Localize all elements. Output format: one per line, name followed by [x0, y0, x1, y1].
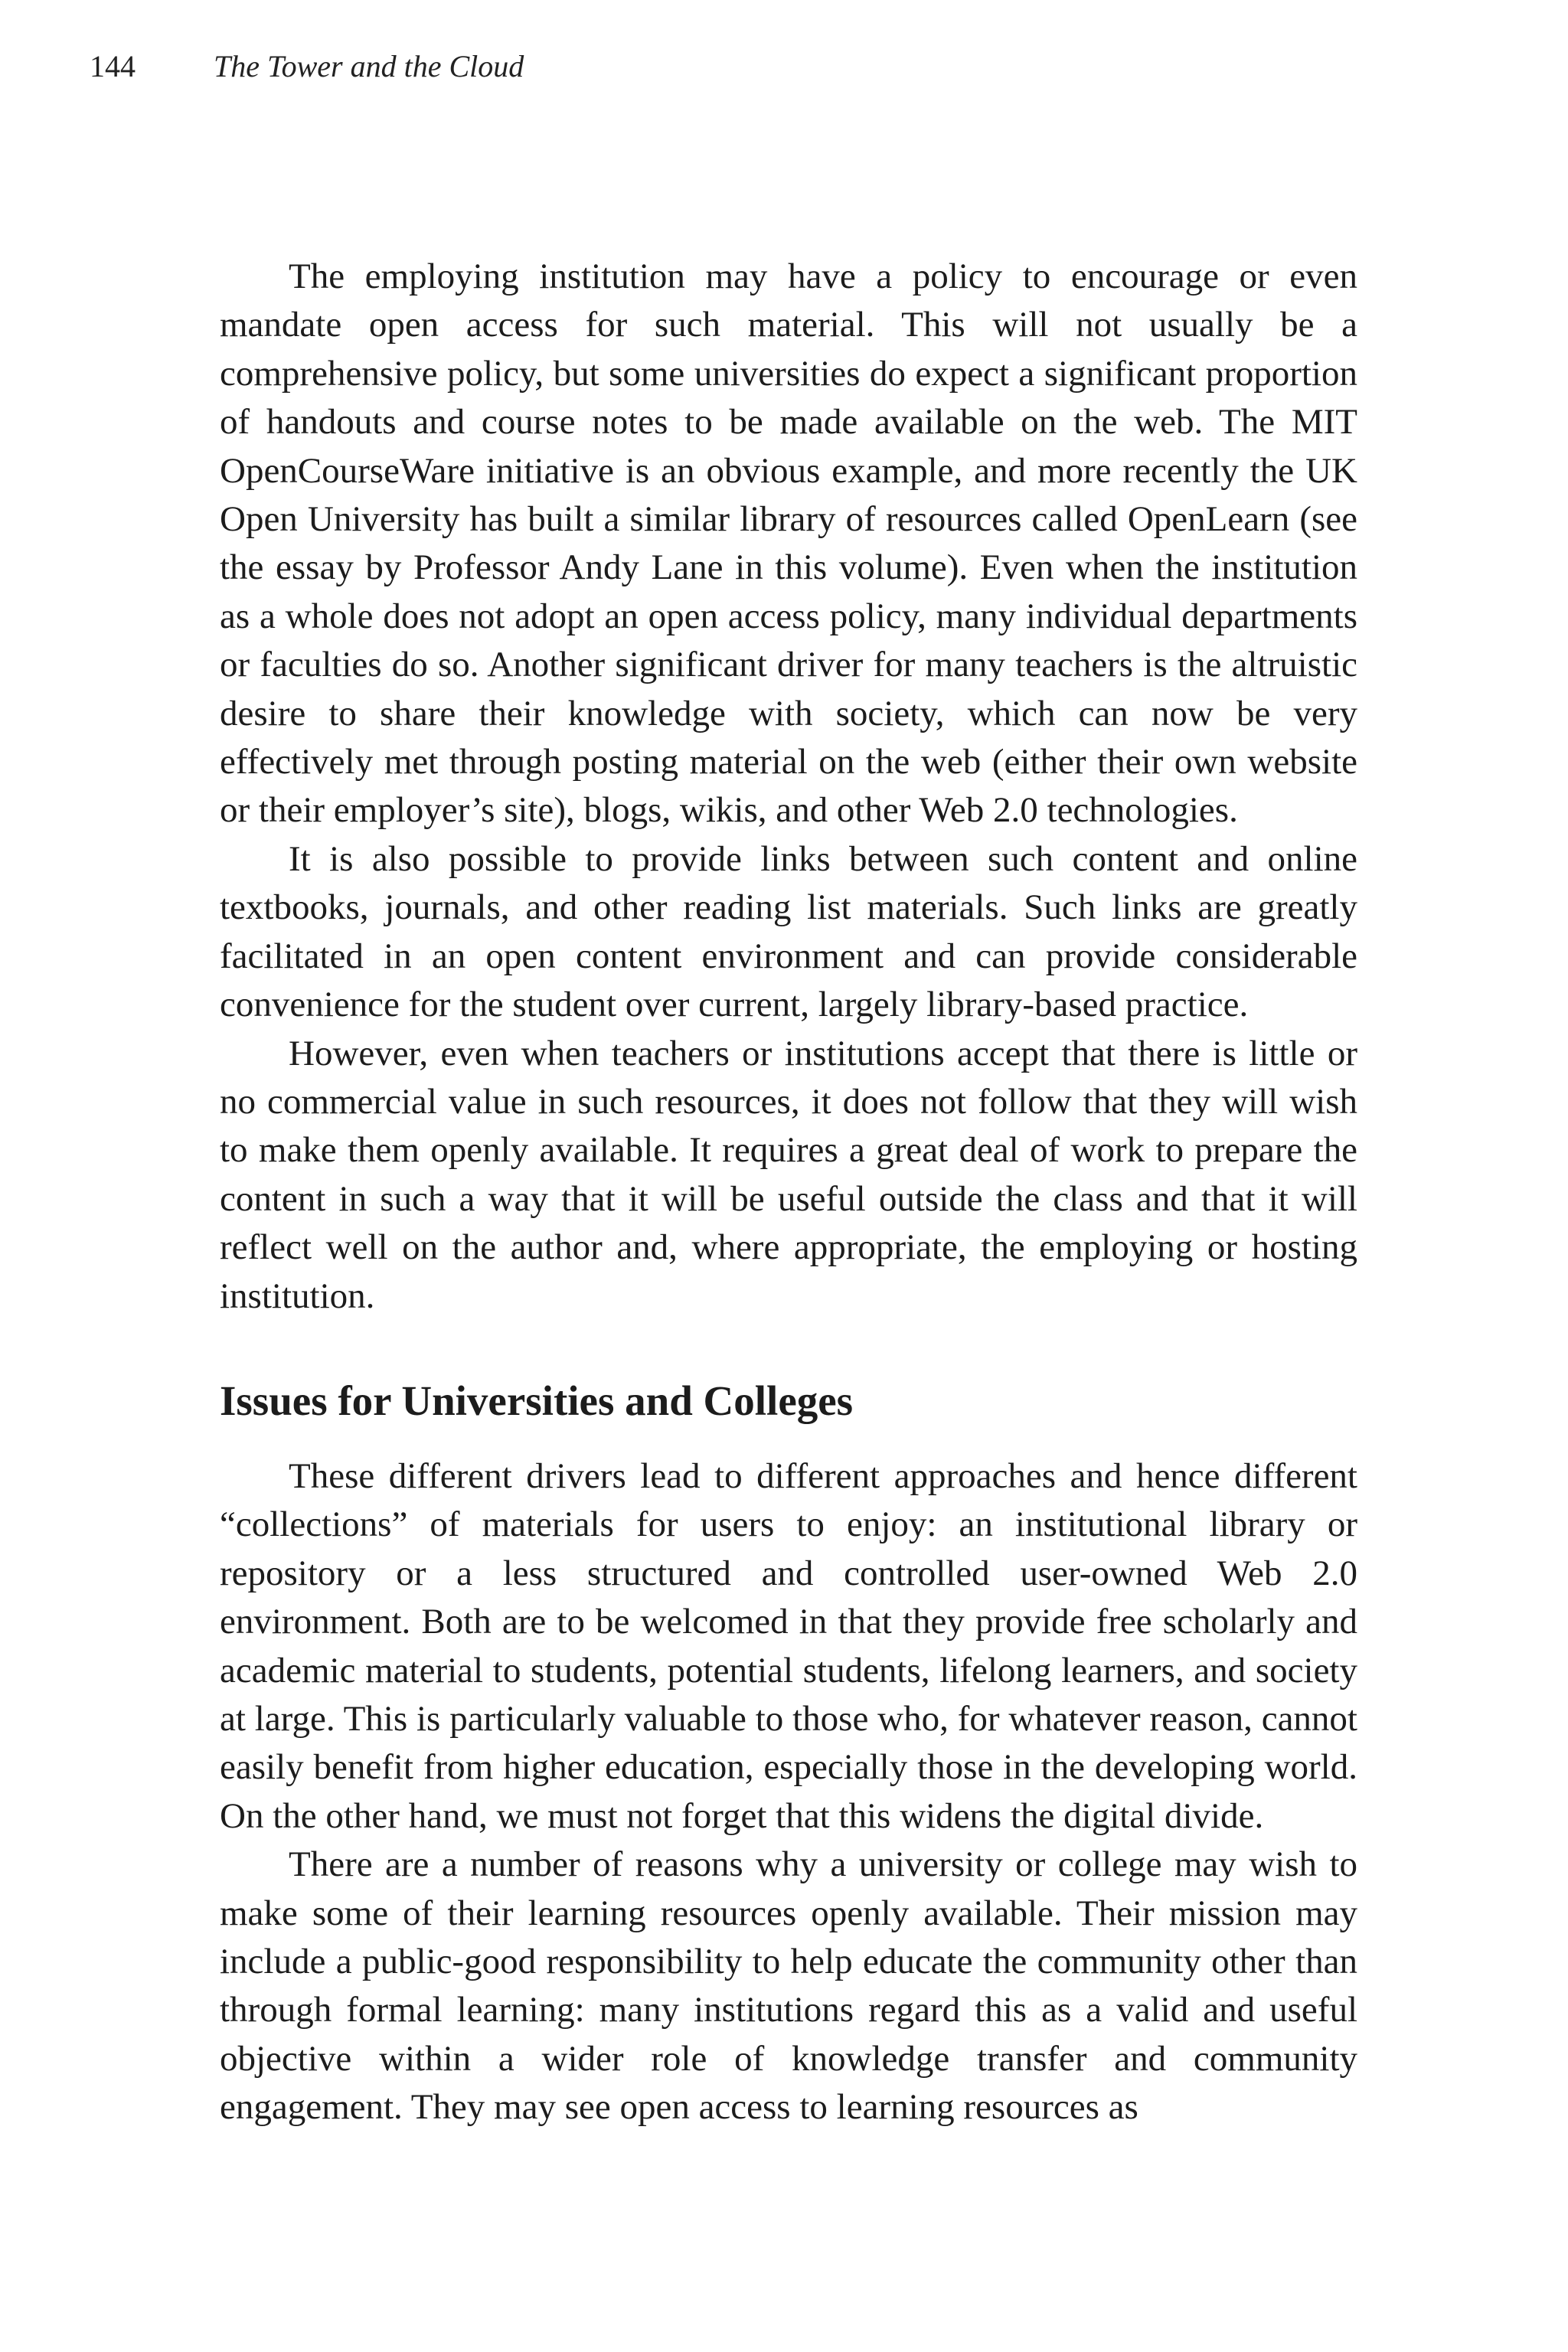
- book-title: The Tower and the Cloud: [214, 49, 524, 83]
- body-paragraph: The employing institution may have a policy to encourage or even mandate open access for such material. This will not usually be a comprehensive policy, but some universities do expect a significant proportion of handouts and course notes to be made available on the web. The MIT OpenCourseWare initiative is an obvious example, and more recently the UK Open University has built a similar library of resources called OpenLearn (see the essay by Professor Andy Lane in this volume). Even when the institution as a whole does not adopt an open access policy, many individual departments or faculties do so. Another significant driver for many teachers is the altruistic desire to share their knowledge with society, which can now be very effectively met through posting material on the web (either their own website or their employer’s site), blogs, wikis, and other Web 2.0 technologies.: [220, 256, 1357, 831]
- body-paragraph: There are a number of reasons why a university or college may wish to make some of their learning resources openly available. Their mission may include a public-good responsibility to help educate the community other than through formal learning: many institutions regard this as a valid and useful objective within a wider role of knowledge transfer and community engagement. They may see open access to learning resources as: [220, 1844, 1357, 2128]
- page-body: [220, 253, 1357, 2132]
- running-head: [90, 47, 524, 86]
- body-paragraph: However, even when teachers or institutions accept that there is little or no commercial value in such resources, it does not follow that they will wish to make them openly available. It requires a great deal of work to prepare the content in such a way that it will be useful outside the class and that it will reflect well on the author and, where appropriate, the employing or hosting institution.: [220, 1033, 1357, 1316]
- body-paragraph: These different drivers lead to different approaches and hence different “collections” of materials for users to enjoy: an institutional library or repository or a less structured and controlled user-owned Web 2.0 environment. Both are to be welcomed in that they provide free scholarly and academic material to students, potential students, lifelong learners, and society at large. This is particularly valuable to those who, for whatever reason, cannot easily benefit from higher education, especially those in the developing world. On the other hand, we must not forget that this widens the digital divide.: [220, 1455, 1357, 1836]
- section-heading: Issues for Universities and Colleges: [220, 1377, 854, 1424]
- body-paragraph: It is also possible to provide links between such content and online textbooks, journals, and other reading list materials. Such links are greatly facilitated in an open content environment and can provide considerable convenience for the student over current, largely library-based practice.: [220, 838, 1357, 1025]
- page-number: 144: [90, 49, 136, 83]
